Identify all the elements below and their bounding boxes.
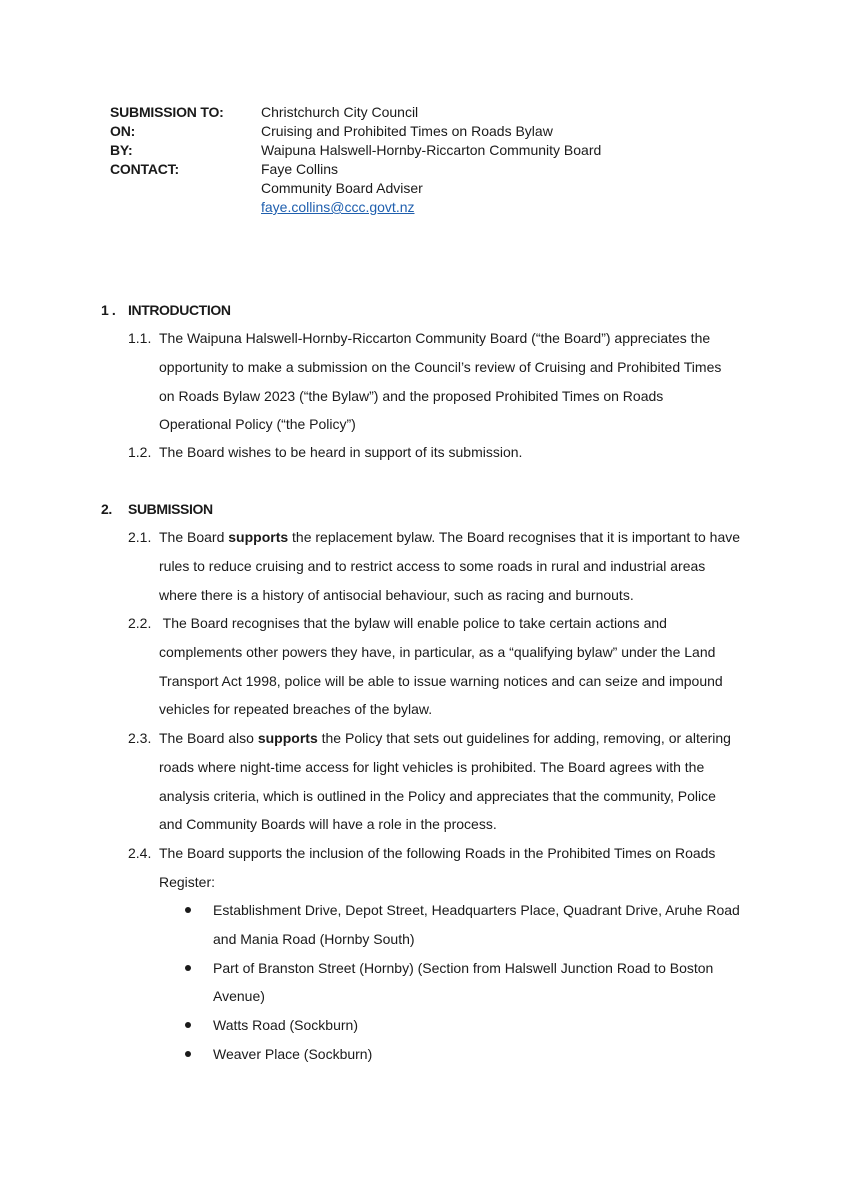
paragraph-number: 2.1.	[128, 529, 152, 545]
header-label: ON:	[110, 123, 136, 139]
paragraph-number: 1.1.	[128, 330, 152, 346]
header-row-contact-email	[110, 198, 601, 217]
paragraph-line: Transport Act 1998, police will be able to issue warning notices and can seize and impound	[159, 672, 723, 689]
paragraph-line: Register:	[159, 873, 216, 890]
paragraph-line: The Waipuna Halswell-Hornby-Riccarton Community Board (“the Board”) appreciates the	[159, 330, 711, 346]
header-value: Cruising and Prohibited Times on Roads Bylaw	[261, 123, 553, 139]
section-heading-submission	[101, 499, 213, 519]
emphasis-supports: supports	[228, 529, 289, 545]
section-title: INTRODUCTION	[128, 302, 231, 318]
paragraph-line: rules to reduce cruising and to restrict access to some roads in rural and industrial areas	[159, 557, 706, 574]
paragraph-line: The Board also supports the Policy that sets out guidelines for adding, removing, or altering	[159, 730, 731, 746]
paragraph-number: 2.4.	[128, 845, 152, 861]
header-value: Faye Collins	[261, 161, 339, 177]
paragraph-line: and Community Boards will have a role in the process.	[159, 816, 497, 833]
list-item: Weaver Place (Sockburn)	[185, 1040, 755, 1069]
paragraph-line: vehicles for repeated breaches of the bylaw.	[159, 701, 433, 718]
header-label: CONTACT:	[110, 161, 179, 177]
emphasis-supports: supports	[257, 730, 318, 746]
header-row-submission-to	[110, 103, 601, 122]
paragraph-line: The Board recognises that the bylaw will enable police to take certain actions and	[159, 615, 667, 631]
paragraph-1-2	[128, 438, 748, 467]
paragraph-line: on Roads Bylaw 2023 (“the Bylaw”) and the proposed Prohibited Times on Roads	[159, 387, 664, 404]
submission-header	[110, 103, 601, 217]
header-label: BY:	[110, 142, 133, 158]
road-list	[185, 896, 755, 1069]
header-row-contact-role	[110, 179, 601, 198]
paragraph-line: The Board wishes to be heard in support of its submission.	[159, 444, 523, 460]
header-row-on	[110, 122, 601, 141]
paragraph-line: The Board supports the inclusion of the following Roads in the Prohibited Times on Roads	[159, 845, 716, 861]
bullet-icon	[185, 1022, 191, 1028]
paragraph-2-1	[128, 523, 748, 609]
paragraph-number: 1.2.	[128, 444, 152, 460]
paragraph-line: Operational Policy (“the Policy”)	[159, 416, 356, 433]
paragraph-2-4	[128, 839, 748, 897]
header-label: SUBMISSION TO:	[110, 104, 224, 120]
paragraph-line: where there is a history of antisocial behaviour, such as racing and burnouts.	[159, 586, 634, 603]
bullet-icon	[185, 907, 191, 913]
paragraph-line: opportunity to make a submission on the Council’s review of Cruising and Prohibited Times	[159, 358, 722, 375]
paragraph-1-1	[128, 324, 748, 439]
bullet-icon	[185, 965, 191, 971]
paragraph-2-3	[128, 724, 748, 839]
contact-email-link[interactable]: faye.collins@ccc.govt.nz	[261, 199, 415, 215]
paragraph-number: 2.3.	[128, 730, 152, 746]
section-title: SUBMISSION	[128, 501, 213, 517]
section-heading-introduction	[101, 300, 231, 320]
list-item: Establishment Drive, Depot Street, Headquarters Place, Quadrant Drive, Aruhe Road and Mania Road (Hornby South)	[185, 896, 755, 954]
paragraph-line: complements other powers they have, in particular, as a “qualifying bylaw” under the Land	[159, 643, 716, 660]
paragraph-number: 2.2.	[128, 615, 152, 631]
header-value: Waipuna Halswell-Hornby-Riccarton Community Board	[261, 142, 602, 158]
section-number: 2.	[101, 501, 112, 517]
header-row-contact	[110, 160, 601, 179]
list-item: Watts Road (Sockburn)	[185, 1011, 755, 1040]
header-row-by	[110, 141, 601, 160]
list-item: Part of Branston Street (Hornby) (Section from Halswell Junction Road to Boston Avenue)	[185, 954, 755, 1012]
paragraph-line: The Board supports the replacement bylaw. The Board recognises that it is important to have	[159, 529, 741, 545]
section-number: 1 .	[101, 302, 116, 318]
bullet-icon	[185, 1051, 191, 1057]
paragraph-line: roads where night-time access for light vehicles is prohibited. The Board agrees with the	[159, 758, 705, 775]
contact-role: Community Board Adviser	[261, 180, 423, 196]
header-value: Christchurch City Council	[261, 104, 419, 120]
paragraph-2-2	[128, 609, 748, 724]
paragraph-line: analysis criteria, which is outlined in the Policy and appreciates that the community, Police	[159, 787, 716, 804]
